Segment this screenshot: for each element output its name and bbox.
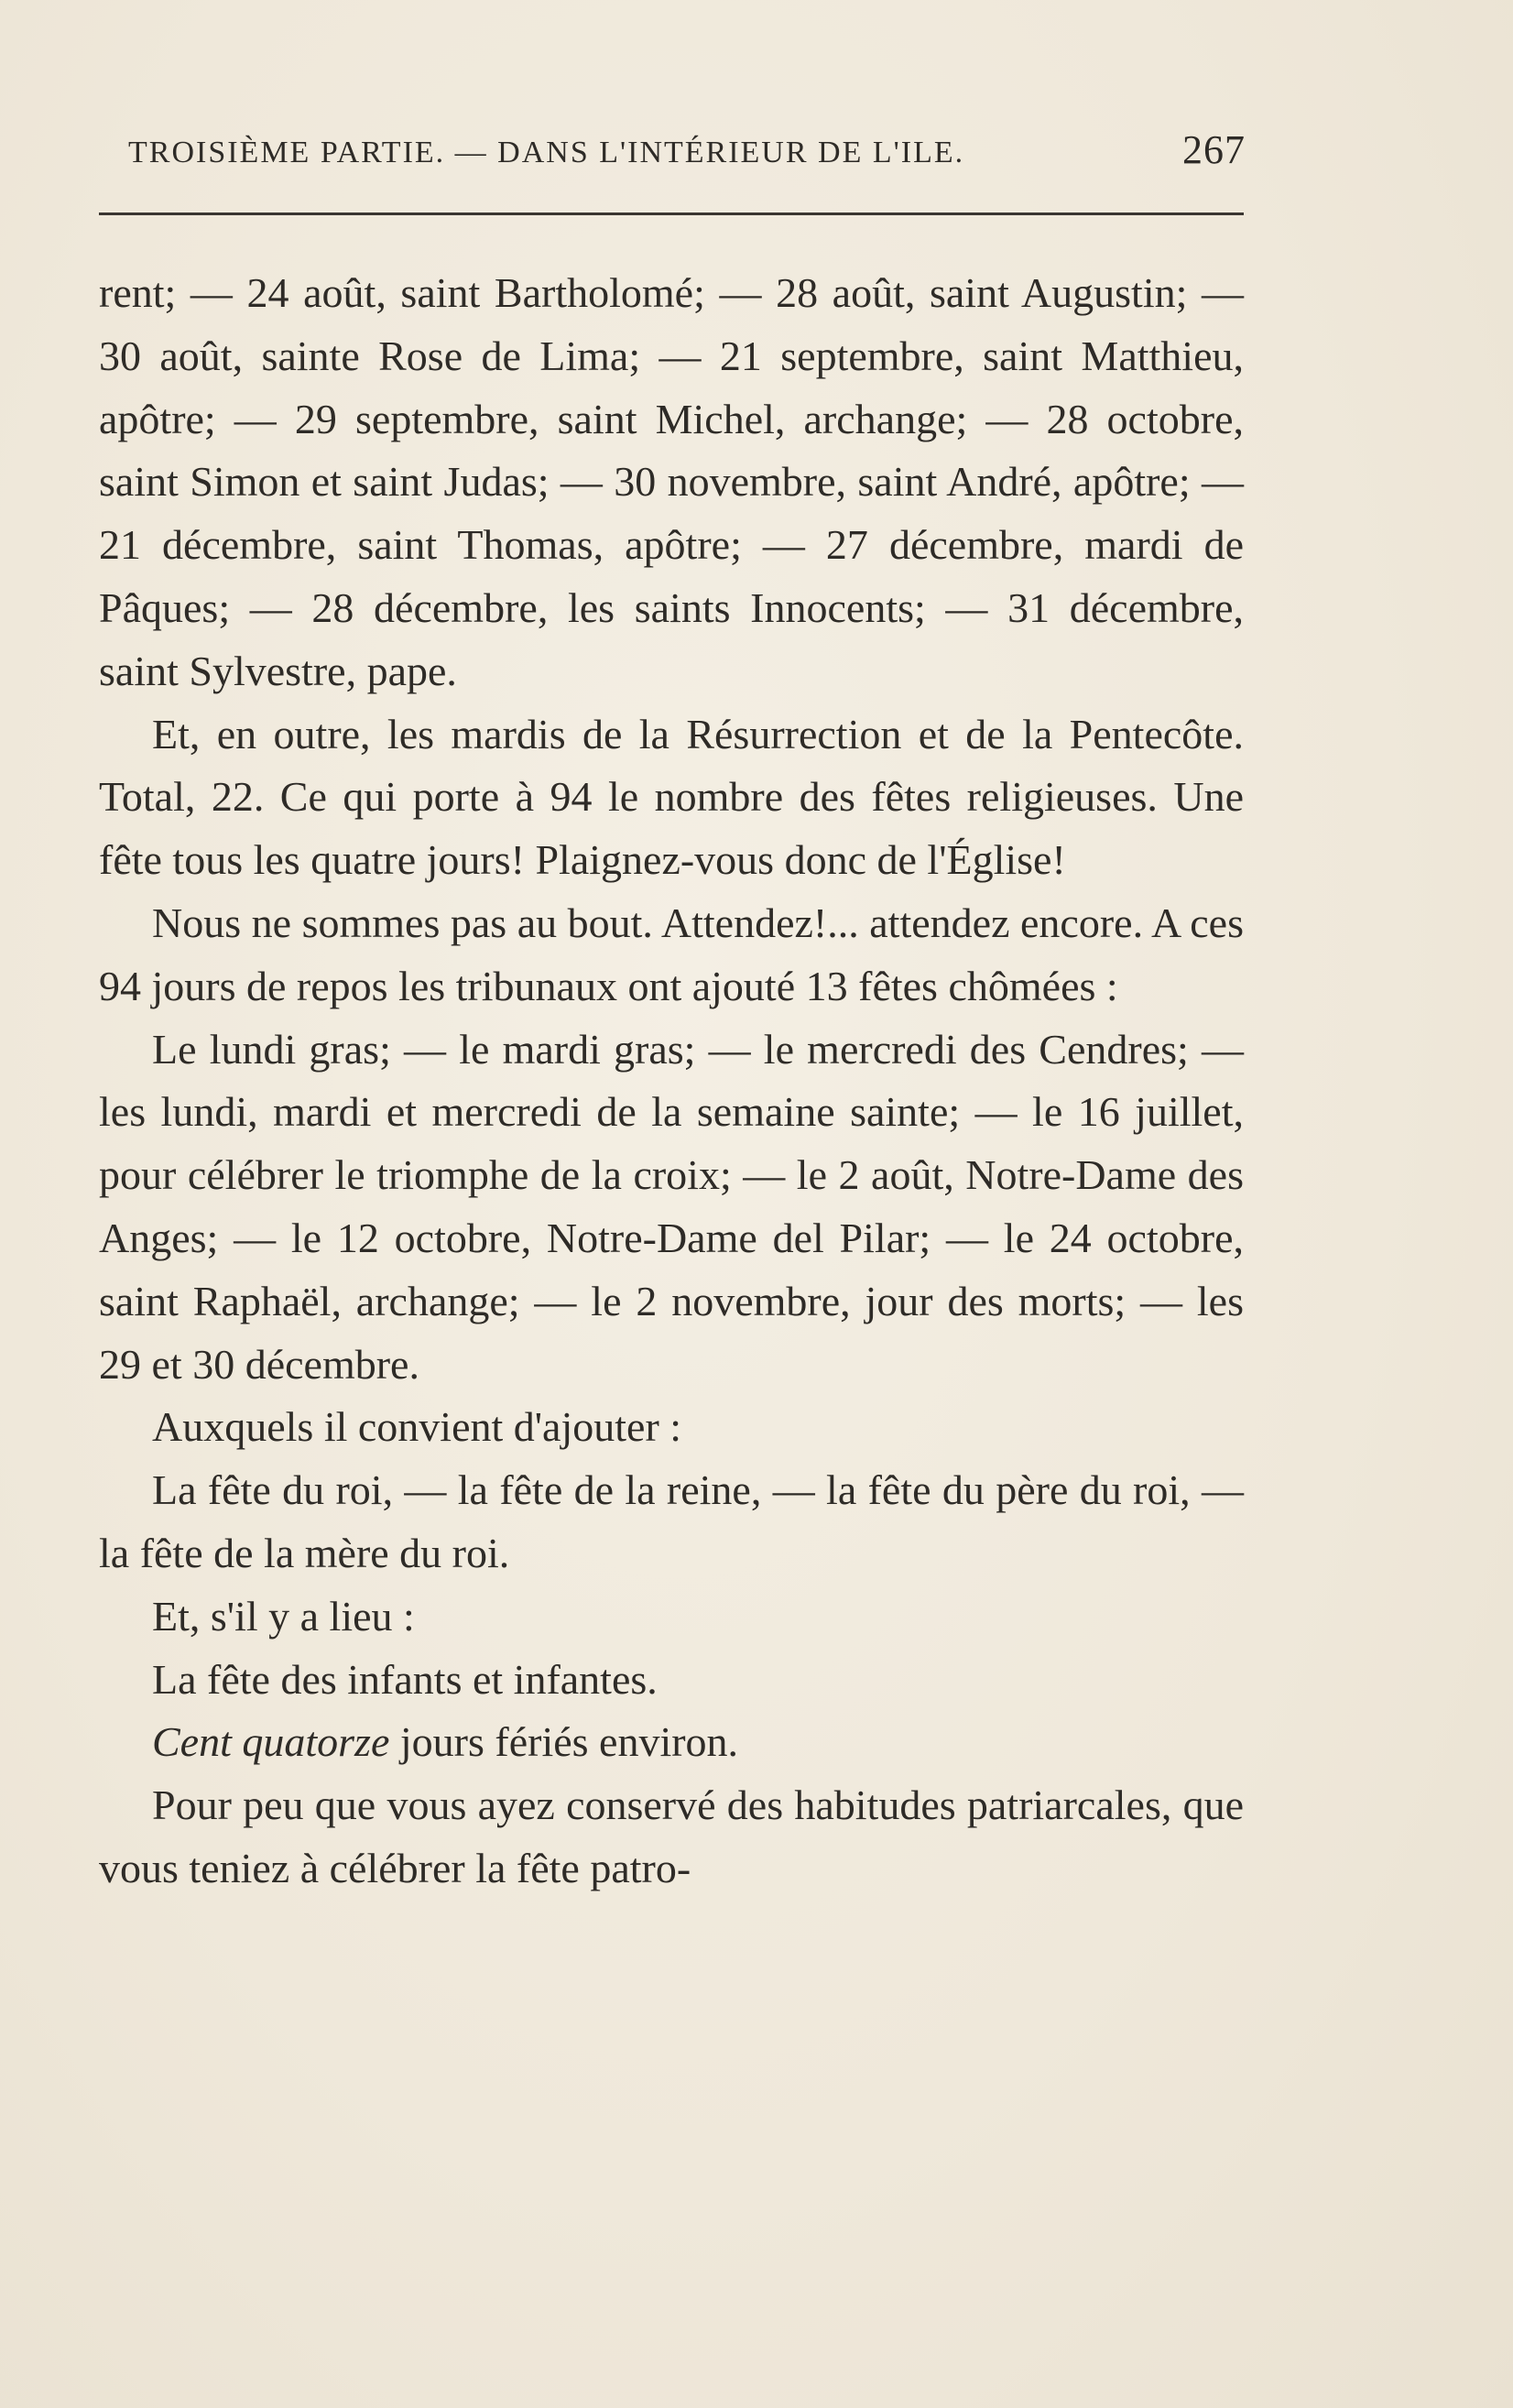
paragraph: Le lundi gras; — le mardi gras; — le mercredi des Cendres; — les lundi, mardi et mercredi de la semaine sainte; — le 16 juillet, pour célébrer le triomphe de la croix; — le 2 août, Notre-Dame des Anges; — le 12 octobre, Notre-Dame del Pilar; — le 24 octobre, saint Raphaël, archange; — le 2 novembre, jour des morts; — les 29 et 30 décembre. xyxy=(99,1025,1244,1388)
paragraph-last: Pour peu que vous ayez conservé des habitudes patriarcales, que vous teniez à célébrer la fête patro- xyxy=(99,1781,1244,1891)
paragraph-italic xyxy=(99,1711,1244,1774)
paragraph-continued: rent; — 24 août, saint Bartholomé; — 28 août, saint Augustin; — 30 août, sainte Rose de Lima; — 21 septembre, saint Matthieu, apôtre; — 29 septembre, saint Michel, archange; — 28 octobre, saint Simon et saint Judas; — 30 novembre, saint André, apôtre; — 21 décembre, saint Thomas, apôtre; — 27 décembre, mardi de Pâques; — 28 décembre, les saints Innocents; — 31 décembre, saint Sylvestre, pape. xyxy=(99,269,1244,694)
paragraph: Et, en outre, les mardis de la Résurrection et de la Pentecôte. Total, 22. Ce qui porte à 94 le nombre des fêtes religieuses. Une fête tous les quatre jours! Plaignez-vous donc de l'Église! xyxy=(99,710,1244,884)
paragraph: Et, s'il y a lieu : xyxy=(152,1592,415,1640)
paragraph: Auxquels il convient d'ajouter : xyxy=(152,1403,682,1451)
running-title: TROISIÈME PARTIE. — DANS L'INTÉRIEUR DE L'ILE. xyxy=(128,136,965,169)
header-rule xyxy=(99,212,1244,215)
paragraph: Nous ne sommes pas au bout. Attendez!... attendez encore. A ces 94 jours de repos les tribunaux ont ajouté 13 fêtes chômées : xyxy=(99,899,1244,1009)
paragraph: La fête des infants et infantes. xyxy=(152,1655,658,1703)
page-header xyxy=(128,126,1246,181)
italic-line-rest: jours fériés environ. xyxy=(389,1718,739,1766)
body-text xyxy=(99,262,1244,1901)
page-number: 267 xyxy=(1182,127,1246,172)
paragraph: La fête du roi, — la fête de la reine, — la fête du père du roi, — la fête de la mère du roi. xyxy=(99,1466,1244,1576)
italic-phrase: Cent quatorze xyxy=(152,1718,390,1766)
